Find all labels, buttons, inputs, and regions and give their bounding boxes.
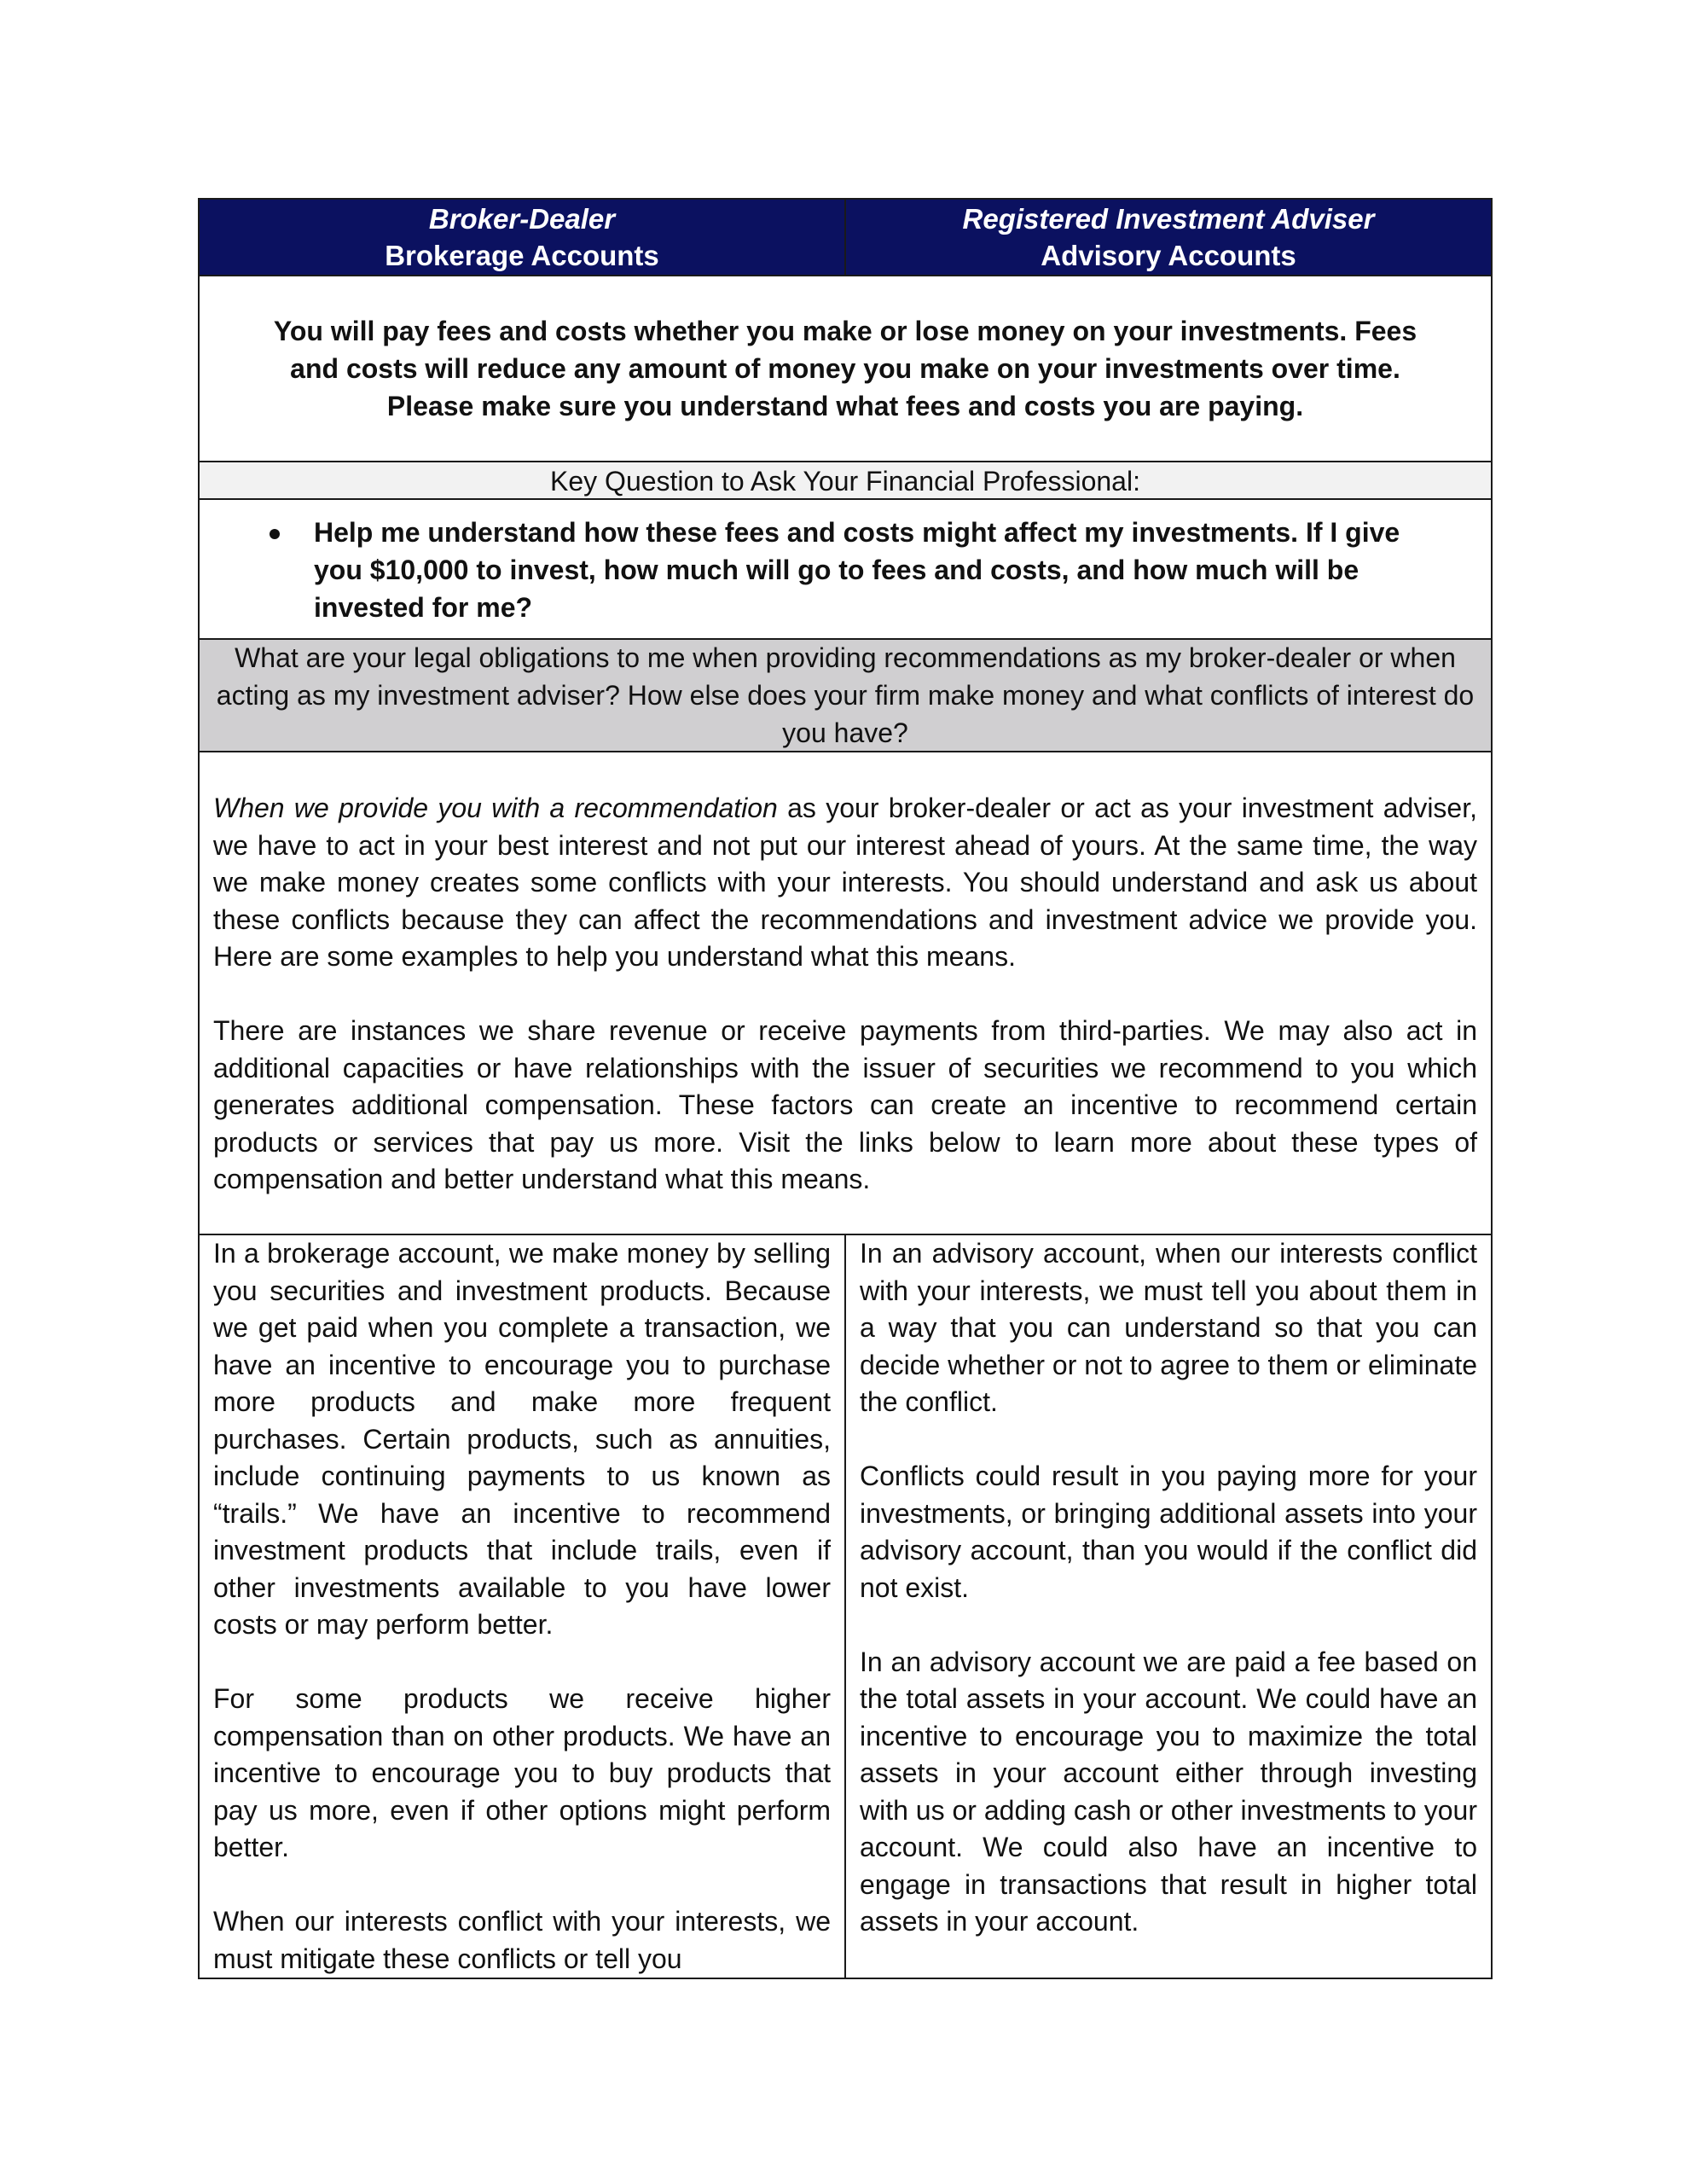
advisory-column xyxy=(844,1235,1491,1978)
fees-statement xyxy=(200,275,1491,461)
intro-paragraph xyxy=(213,790,1477,976)
intro-italic-lead: When we provide you with a recommendation xyxy=(213,793,778,823)
advisory-paragraph: Conflicts could result in you paying more for your investments, or bringing additional assets into your advisory account, than you would if the conflict did not exist. xyxy=(860,1461,1477,1603)
key-question-item xyxy=(200,498,1491,638)
bullet-icon xyxy=(270,529,280,539)
brokerage-paragraph: When our interests conflict with your interests, we must mitigate these conflicts or tell you xyxy=(213,1906,831,1974)
disclosure-table xyxy=(198,198,1493,1979)
third-party-paragraph: There are instances we share revenue or receive payments from third-parties. We may also act in additional capacities or have relationships with the issuer of securities we recommend to you which generates additional compensation. These factors can create an incentive to recommend certain products or services that pay us more. Visit the links below to learn more about these types of compensation and better understand what this means. xyxy=(213,1015,1477,1194)
legal-obligations-question-text: What are your legal obligations to me when providing recommendations as my broker-dealer or when acting as my investment adviser? How else does your firm make money and what conflicts of interest do you have? xyxy=(216,642,1475,748)
brokerage-paragraph: For some products we receive higher compensation than on other products. We have an incentive to encourage you to buy products that pay us more, even if other options might perform better. xyxy=(213,1683,831,1862)
brokerage-accounts-subtitle: Brokerage Accounts xyxy=(385,240,659,271)
advisory-paragraph: In an advisory account we are paid a fee based on the total assets in your account. We could have an incentive to encourage you to maximize the total assets in your account either through investing with us or adding cash or other investments to your account. We could also have an incentive to engage in transactions that result in higher total assets in your account. xyxy=(860,1646,1477,1937)
investment-adviser-title: Registered Investment Adviser xyxy=(962,203,1375,235)
key-question-text: Help me understand how these fees and costs might affect my investments. If I give you $10,000 to invest, how much will go to fees and costs, and how much will be invested for me? xyxy=(314,517,1400,623)
broker-dealer-title: Broker-Dealer xyxy=(428,203,616,235)
brokerage-paragraph: In a brokerage account, we make money by selling you securities and investment products. Because we get paid when you complete a transaction, we have an incentive to encourage you to purchase more products and make more frequent purchases. Certain products, such as annuities, include continuing payments to us known as “trails.” We have an incentive to recommend investment products that include trails, even if other investments available to you have lower costs or may perform better. xyxy=(213,1238,831,1640)
advisory-accounts-subtitle: Advisory Accounts xyxy=(1041,240,1296,271)
advisory-paragraph: In an advisory account, when our interests conflict with your interests, we must tell you about them in a way that you can understand so that you can decide whether or not to agree to them or eliminate the conflict. xyxy=(860,1238,1477,1417)
brokerage-column xyxy=(200,1235,844,1978)
key-question-label: Key Question to Ask Your Financial Professional: xyxy=(200,461,1491,498)
table-header xyxy=(200,200,1491,275)
conflicts-intro xyxy=(200,751,1491,1234)
intro-paragraph-rest: as your broker-dealer or act as your investment adviser, we have to act in your best interest and not put our interest ahead of yours. At the same time, the way we make money creates some conflicts with your interests. You should understand and ask us about these conflicts because they can affect the recommendations and investment advice we provide you. Here are some examples to help you understand what this means. xyxy=(213,793,1478,972)
account-comparison xyxy=(200,1234,1491,1978)
fees-statement-text: You will pay fees and costs whether you make or lose money on your investments. Fees and costs will reduce any amount of money you make on your investments over time. Please make sure you understand what fees and costs you are paying. xyxy=(273,316,1417,421)
broker-dealer-header xyxy=(200,200,844,275)
legal-obligations-question xyxy=(200,638,1491,751)
investment-adviser-header xyxy=(844,200,1491,275)
